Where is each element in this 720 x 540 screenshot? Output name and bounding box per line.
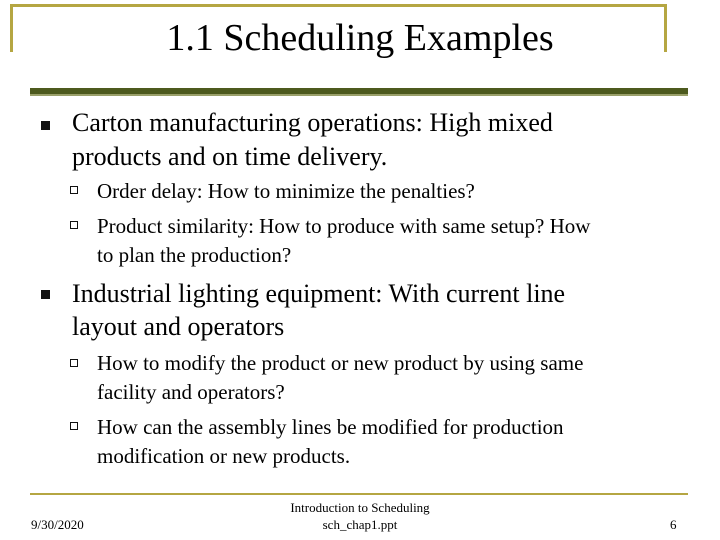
bullet-2-sub-1-line-2: facility and operators? [97, 380, 285, 404]
footer-file-name: sch_chap1.ppt [322, 517, 398, 532]
sub-bullet-hollow-square-icon [70, 186, 78, 194]
footer-date: 9/30/2020 [31, 517, 84, 532]
bullet-2-sub-2-line-1: How can the assembly lines be modified for production [97, 415, 564, 439]
bullet-1-sub-1-line-1: Order delay: How to minimize the penalties? [97, 179, 475, 203]
bullet-square-icon [41, 290, 50, 299]
title-underline-shadow [30, 94, 688, 96]
slide-title: 1.1 Scheduling Examples [166, 17, 554, 59]
bullet-1-line-1: Carton manufacturing operations: High mixed [72, 108, 553, 137]
title-frame-top-border [10, 4, 667, 7]
bullet-1-line-2: products and on time delivery. [72, 142, 388, 171]
sub-bullet-hollow-square-icon [70, 221, 78, 229]
bullet-square-icon [41, 121, 50, 130]
footer-page-number: 6 [670, 517, 677, 532]
bullet-2-line-2: layout and operators [72, 312, 285, 341]
bullet-2-sub-1-line-1: How to modify the product or new product by using same [97, 351, 584, 375]
sub-bullet-hollow-square-icon [70, 422, 78, 430]
footer-rule [30, 493, 688, 495]
bullet-2-sub-2-line-2: modification or new products. [97, 444, 351, 468]
bullet-1-sub-2-line-2: to plan the production? [97, 243, 292, 267]
footer-presentation-title: Introduction to Scheduling [290, 500, 430, 515]
bullet-1-sub-2-line-1: Product similarity: How to produce with same setup? How [97, 214, 591, 238]
bullet-2-line-1: Industrial lighting equipment: With current line [72, 279, 566, 308]
sub-bullet-hollow-square-icon [70, 359, 78, 367]
